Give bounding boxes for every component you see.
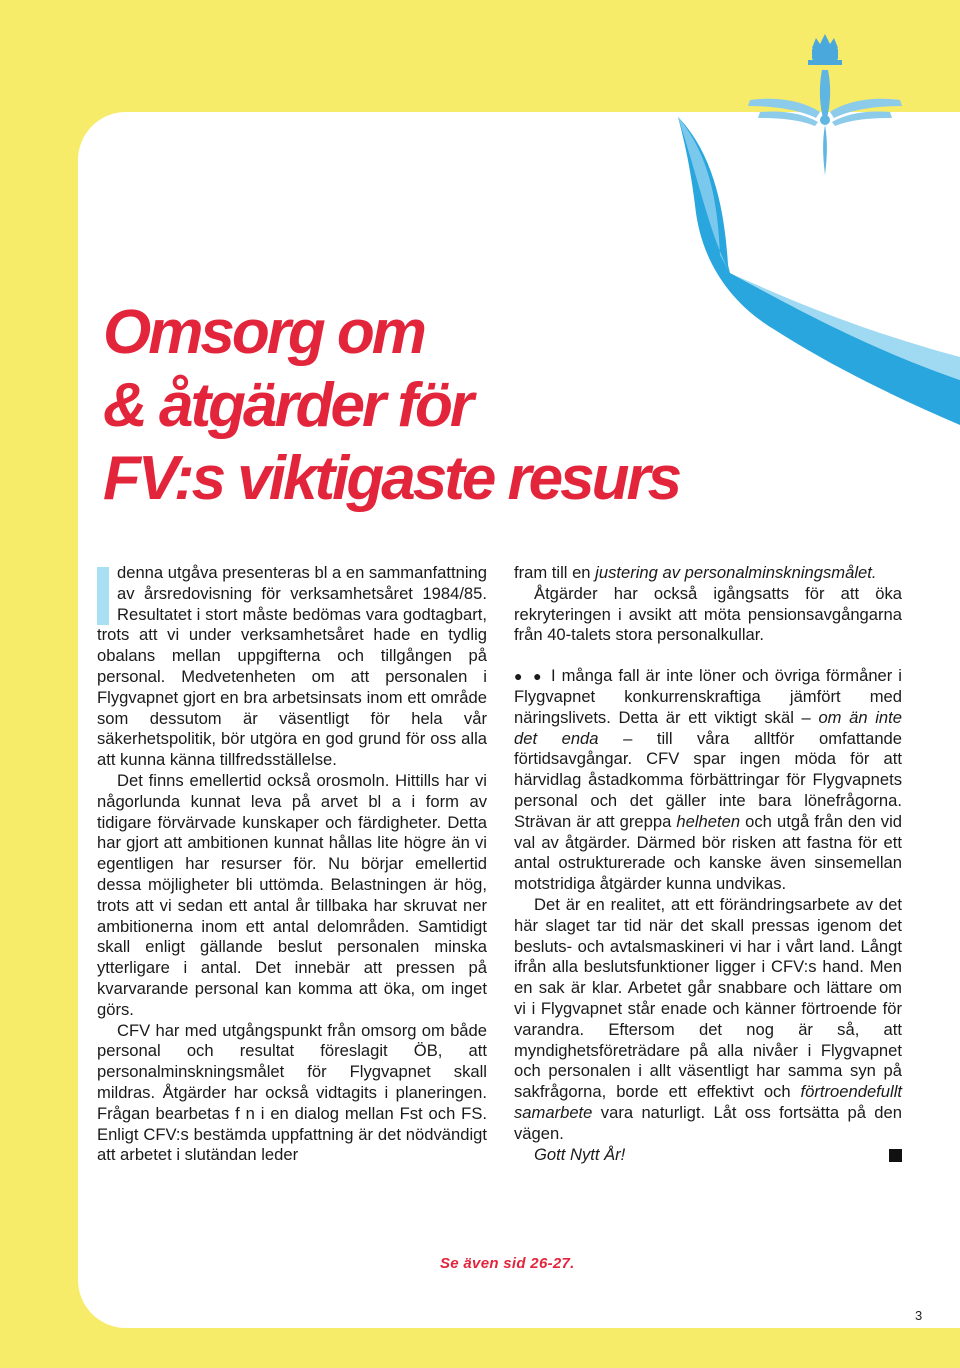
text-span: Det är en realitet, att ett förändringsarbete av det här slaget tar tid när det skall pressas igenom det besluts- och avtalsmaskineri vi har i vårt land. Långt ifrån alla beslutsfunktioner ligger i CFV:s hand. Men en sak är klar. Arbetet går snabbare och lättare om vi i Flygvapnet står enade och känner förtroende för varandra. Eftersom det nog är så, att myndighetsföreträdare på alla nivåer i Flygvapnet och personalen i allt väsentligt har samma syn på sakfrågorna, borde ett effektivt och — [514, 894, 902, 1102]
lead-paragraph — [97, 563, 487, 771]
end-mark-icon — [889, 1149, 902, 1162]
headline-line-2: & åtgärder för — [103, 371, 471, 440]
italic-text: om än inte det enda — [514, 707, 903, 748]
italic-text: förtroendefullt samarbete — [514, 1082, 902, 1122]
italic-text: justering av personalminskningsmålet. — [595, 563, 877, 582]
paragraph — [514, 895, 902, 1145]
italic-text: helheten — [676, 811, 741, 831]
section-spacer — [514, 646, 902, 666]
article-headline — [103, 296, 679, 515]
air-force-emblem-icon — [740, 30, 910, 180]
paragraph: Det finns emellertid också orosmoln. Hittills har vi någorlunda kunnat leva på arvet bl a i form av tidigare förvärvade kunskaper och färdigheter. Detta har gjort att ambitionen kunnat hållas lite högre än vi egentligen har resurser för. Nu börjar emellertid dessa möjligheter bli uttömda. Belastningen är hög, trots att vi sedan ett antal år tillbaka har skruvat ner ambitionerna inom ett antal delområden. Samtidigt skall enligt gällande beslut personalen minska ytterligare i antal. Det innebär att pressen på kvarvarande personal kan komma att öka, om inget görs. — [97, 770, 487, 1019]
text-span: fram till en — [514, 563, 596, 582]
page-number: 3 — [915, 1308, 923, 1323]
headline-line-1: Omsorg om — [103, 298, 424, 367]
closing-line — [514, 1145, 902, 1166]
text-span: I många fall är inte löner och övriga förmåner i Flygvapnet konkurrenskraftiga jämfört med näringslivets. Detta är ett viktigt skäl – — [514, 666, 902, 727]
article-column-left — [97, 563, 487, 1166]
text-span: – till våra alltför omfattande förtidsavgångar. CFV spar ingen möda för att härvidlag åstadkomma förbättringar för Flygvapnets personal och det gäller inte bara lönefrågorna. Strävan är att greppa — [514, 728, 902, 831]
headline-line-3: FV:s viktigaste resurs — [103, 444, 680, 513]
drop-cap-bar — [97, 567, 109, 625]
article-column-right — [514, 563, 902, 1165]
lead-text: denna utgåva presenteras bl a en sammanfattning av årsredovisning för verksamhetsåret 1984/85. Resultatet i stort måste bedömas vara godtagbart, trots att vi under verksamhetsåret hade en tydlig obalans mellan uppgifterna och tillgången på personal. Medvetenheten om att personalen i Flygvapnet gjort en bra arbetsinsats inom ett område som dessutom är väsentligt för hela vår säkerhetspolitik, bör utgöra en god grund för oss alla att kunna känna tillfredsställelse. — [97, 563, 487, 770]
text-span: vara naturligt. Låt oss fortsätta på den vägen. — [514, 1102, 902, 1143]
see-also-reference: Se även sid 26-27. — [440, 1255, 575, 1272]
text-span: och utgå från den vid val av åtgärder. Därmed bör risken att fastna för ett antal ostrukturerade och kanske även sinsemellan motstridiga åtgärder kunna undvikas. — [514, 811, 902, 894]
paragraph — [514, 563, 902, 584]
paragraph: CFV har med utgångspunkt från omsorg om både personal och resultat föreslagit ÖB, att personalminskningsmålet för Flygvapnet skall mildras. Åtgärder har också vidtagits i planeringen. Frågan bearbetas f n i en dialog mellan Fst och FS. Enligt CFV:s bestämda uppfattning är det nödvändigt att arbetet i slutändan leder — [97, 1020, 487, 1165]
bullet-markers-icon: ● ● — [514, 668, 545, 685]
paragraph: Åtgärder har också igångsatts för att öka rekryteringen i avsikt att möta pensionsavgångarna från 40-talets stora personalkullar. — [514, 583, 902, 645]
closing-greeting: Gott Nytt År! — [534, 1144, 626, 1164]
paragraph — [514, 666, 902, 895]
